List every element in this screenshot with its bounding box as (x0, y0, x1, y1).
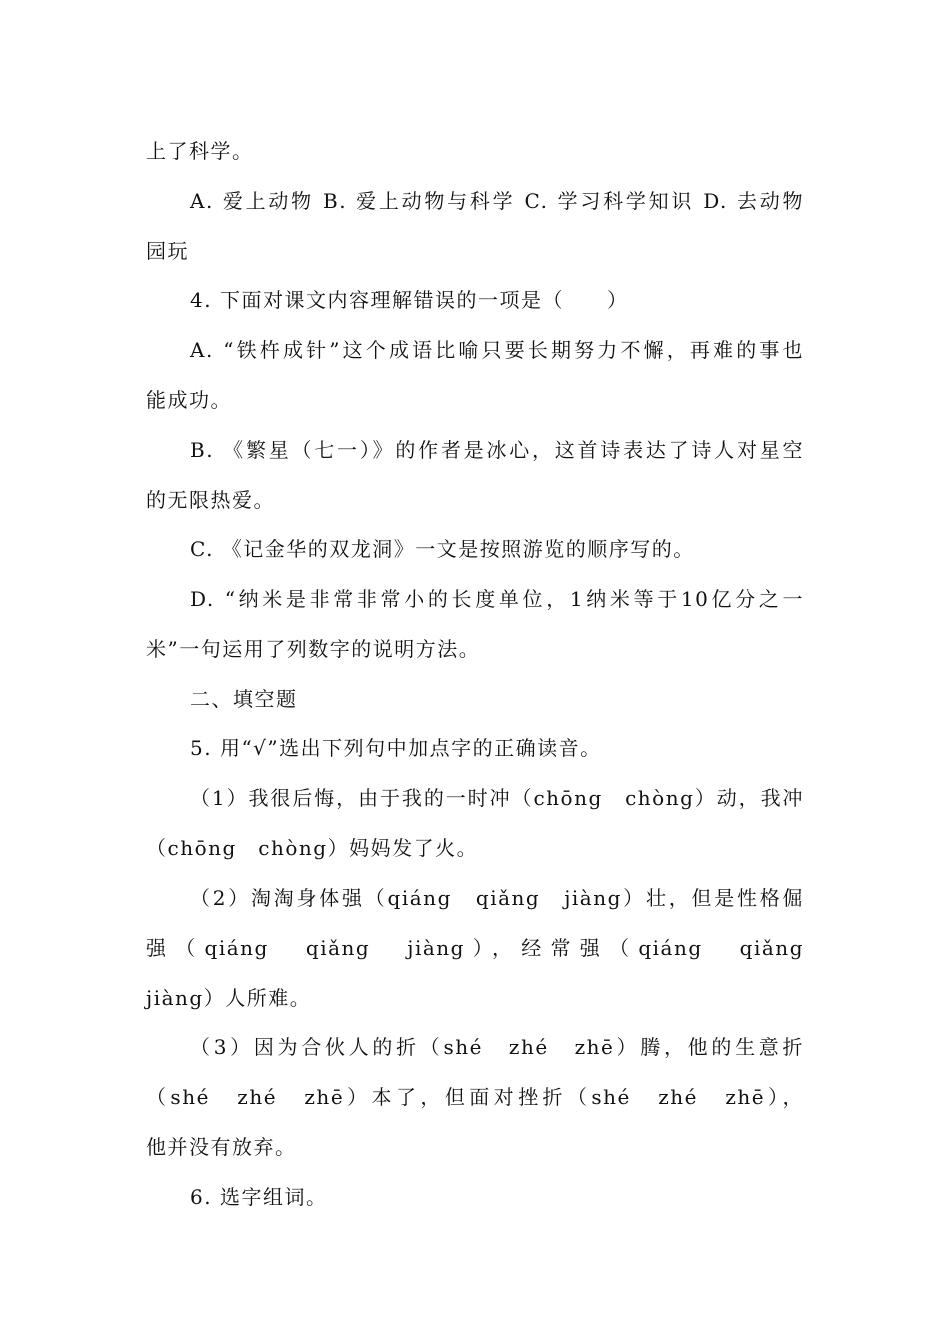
q3-options-line1: A. 爱上动物 B. 爱上动物与科学 C. 学习科学知识 D. 去动物 (190, 189, 804, 213)
q5-part3-line3: 他并没有放弃。 (146, 1135, 297, 1159)
q4-stem: 4. 下面对课文内容理解错误的一项是（ ） (190, 288, 629, 312)
q5-part1-line2: （chōng chòng）妈妈发了火。 (146, 836, 479, 860)
q5-part1-line1: （1）我很后悔，由于我的一时冲（chōng chòng）动，我冲 (190, 786, 804, 810)
q5-part3-line2: （shé zhé zhē）本了，但面对挫折（shé zhé zhē）， (146, 1085, 804, 1109)
q5-part3-line1: （3）因为合伙人的折（shé zhé zhē）腾，他的生意折 (190, 1035, 804, 1059)
q4-option-d-line2: 米”一句运用了列数字的说明方法。 (146, 637, 481, 661)
q4-option-b-line1: B. 《繁星（七一）》的作者是冰心，这首诗表达了诗人对星空 (190, 438, 804, 462)
q6-stem: 6. 选字组词。 (190, 1185, 328, 1209)
q5-part2-line2: 强（qiáng qiǎng jiàng），经常强（qiáng qiǎng (146, 936, 804, 960)
q3-options-line2: 园玩 (146, 239, 189, 263)
q3-continuation: 上了科学。 (146, 139, 254, 163)
q5-part2-line1: （2）淘淘身体强（qiáng qiǎng jiàng）壮，但是性格倔 (190, 886, 804, 910)
q4-option-c: C. 《记金华的双龙洞》一文是按照游览的顺序写的。 (190, 537, 695, 561)
q4-option-a-line2: 能成功。 (146, 388, 232, 412)
q5-part2-line3: jiàng）人所难。 (146, 986, 312, 1010)
section-heading-fill-in: 二、填空题 (190, 687, 298, 711)
q4-option-b-line2: 的无限热爱。 (146, 488, 275, 512)
q5-stem: 5. 用“√”选出下列句中加点字的正确读音。 (190, 736, 602, 760)
q4-option-a-line1: A. “铁杵成针”这个成语比喻只要长期努力不懈，再难的事也 (190, 338, 804, 362)
q4-option-d-line1: D. “纳米是非常非常小的长度单位，1纳米等于10亿分之一 (190, 587, 804, 611)
